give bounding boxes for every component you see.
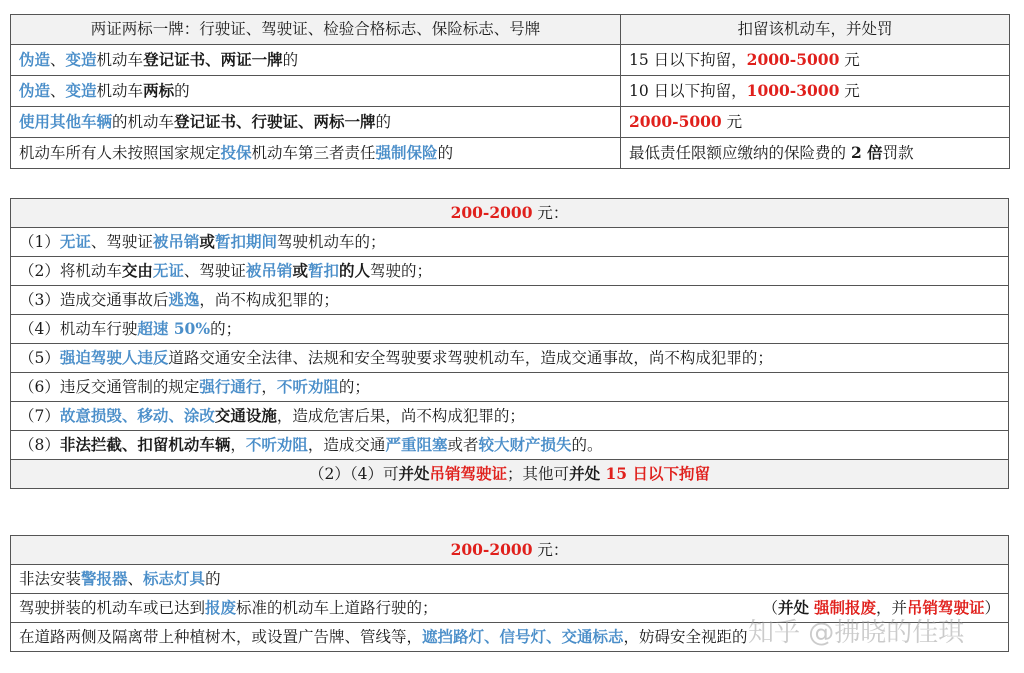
offense-cell: 伪造、变造机动车登记证书、两证一牌的 xyxy=(11,45,621,76)
table-header-row xyxy=(11,15,1010,45)
header-penalty: 扣留该机动车，并处罚 xyxy=(621,15,1010,45)
list-item: （2）将机动车交由无证、驾驶证被吊销或暂扣的人驾驶的； xyxy=(11,257,1009,286)
watermark: 知乎 @拂晓的佳琪 xyxy=(748,618,965,648)
list-item: 在道路两侧及隔离带上种植树木，或设置广告牌、管线等，遮挡路灯、信号灯、交通标志，妨碍安全视距的 xyxy=(11,623,1009,652)
table-row xyxy=(11,138,1010,169)
table-title-row xyxy=(11,536,1009,565)
extra-penalty-note: （并处 强制报废，并吊销驾驶证） xyxy=(762,598,1000,617)
traffic-offense-fines-table xyxy=(10,198,1009,489)
list-item: （6）违反交通管制的规定强行通行，不听劝阻的； xyxy=(11,373,1009,402)
fine-range-title: 200-2000 元： xyxy=(11,536,1009,565)
penalty-cell: 2000-5000 元 xyxy=(621,107,1010,138)
header-offense: 两证两标一牌：行驶证、驾驶证、检验合格标志、保险标志、号牌 xyxy=(11,15,621,45)
list-item: （5）强迫驾驶人违反道路交通安全法律、法规和安全驾驶要求驾驶机动车，造成交通事故，尚不构成犯罪的； xyxy=(11,344,1009,373)
offense-cell: 使用其他车辆的机动车登记证书、行驶证、两标一牌的 xyxy=(11,107,621,138)
list-item: （3）造成交通事故后逃逸，尚不构成犯罪的； xyxy=(11,286,1009,315)
table-footer-row: （2）（4）可并处吊销驾驶证；其他可并处 15 日以下拘留 xyxy=(11,460,1009,489)
list-item: （8）非法拦截、扣留机动车辆，不听劝阻，造成交通严重阻塞或者较大财产损失的。 xyxy=(11,431,1009,460)
table-row xyxy=(11,107,1010,138)
fine-range-title: 200-2000 元： xyxy=(11,199,1009,228)
list-item: 非法安装警报器、标志灯具的 xyxy=(11,565,1009,594)
illegal-equipment-fines-table xyxy=(10,535,1009,652)
list-item: （4）机动车行驶超速 50%的； xyxy=(11,315,1009,344)
offense-cell: 机动车所有人未按照国家规定投保机动车第三者责任强制保险的 xyxy=(11,138,621,169)
table-row xyxy=(11,45,1010,76)
table-row xyxy=(11,76,1010,107)
penalty-cell: 10 日以下拘留，1000-3000 元 xyxy=(621,76,1010,107)
penalty-cell: 15 日以下拘留，2000-5000 元 xyxy=(621,45,1010,76)
vehicle-document-violations-table xyxy=(10,14,1010,169)
list-item: （1）无证、驾驶证被吊销或暂扣期间驾驶机动车的； xyxy=(11,228,1009,257)
table-title-row xyxy=(11,199,1009,228)
list-item: 驾驶拼装的机动车或已达到报废标准的机动车上道路行驶的； （并处 强制报废，并吊销驾驶证） xyxy=(11,594,1009,623)
offense-cell: 伪造、变造机动车两标的 xyxy=(11,76,621,107)
penalty-cell: 最低责任限额应缴纳的保险费的 2 倍罚款 xyxy=(621,138,1010,169)
list-item: （7）故意损毁、移动、涂改交通设施，造成危害后果，尚不构成犯罪的； xyxy=(11,402,1009,431)
